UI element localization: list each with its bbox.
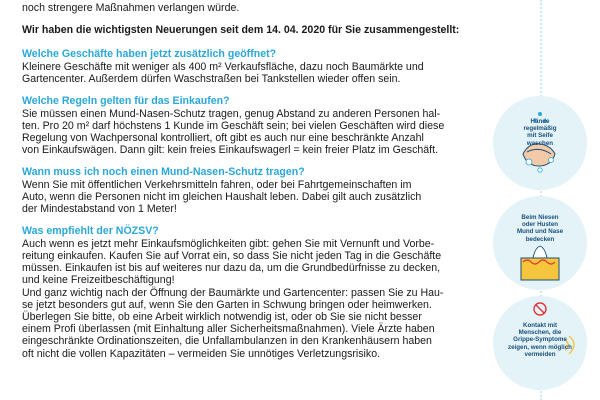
tip-label-line: oder Husten (521, 221, 559, 229)
tip-label (493, 118, 587, 147)
hygiene-tips-sidebar (480, 0, 600, 400)
tissue-box-icon (493, 196, 587, 290)
tip-label-line: Menschen, die (518, 329, 562, 337)
section-heading: Welche Geschäfte haben jetzt zusätzlich geöffnet? (22, 48, 277, 61)
tip-label (493, 214, 587, 243)
text-line: Auto, wenn die Personen nicht im gleichen Haushalt leben. Dabei gilt auch zusätzlich (22, 191, 422, 204)
text-line: Sie müssen einen Mund-Nasen-Schutz tragen, genug Abstand zu anderen Personen hal- (22, 107, 441, 120)
tip-label-line: regelmäßig (523, 125, 557, 133)
tip-avoid-contact (493, 296, 587, 390)
section-heading: Welche Regeln gelten für das Einkaufen? (22, 95, 230, 108)
text-line: Kleinere Geschäfte mit weniger als 400 m² Verkaufsfläche, dazu noch Baumärkte und (22, 60, 424, 73)
tip-cover-mouth (493, 196, 587, 290)
text-line: eingeschränkte Ordinationszeiten, die Unfallambulanzen in den Krankenhäusern haben (22, 335, 432, 348)
section-shopping-rules (22, 95, 466, 156)
text-line: reitung einkaufen. Kaufen Sie auf Vorrat ein, so dass Sie nicht jeden Tag in die Geschäfte (22, 250, 442, 263)
tip-label-line: zeigen, wenn möglich (508, 343, 572, 351)
lead-sentence: Wir haben die wichtigsten Neuerungen seit dem 14. 04. 2020 für Sie zusammengestellt: (22, 24, 460, 37)
text-line: Überlegen Sie bitte, ob eine Arbeit wirklich notwendig ist, oder ob Sie sie nicht besser (22, 311, 422, 324)
section-recommendation (22, 225, 466, 359)
article-text (22, 2, 466, 370)
text-line: Auch wenn es jetzt mehr Einkaufsmöglichkeiten gibt: gehen Sie mit Vernunft und Vorbe- (22, 237, 435, 250)
text-line: Regelung von Wachpersonal kontrolliert, oft gibt es auch nur eine beschränkte Anzahl (22, 132, 424, 145)
tip-label (493, 322, 587, 358)
text-line: der Mindestabstand von 1 Meter! (22, 203, 177, 216)
text-line: einem Profi überlassen (mit Einhaltung aller Sicherheitsmaßnahmen). Viele Ärzte haben (22, 323, 435, 336)
intro-paragraph (22, 2, 466, 14)
text-line: ten. Pro 20 m² darf höchstens 1 Kunde im Geschäft sein; bei vielen Geschäften wird diese (22, 119, 445, 132)
tip-label-line: mit Seife (527, 132, 553, 140)
text-line: von Einkaufswägen. Dann gilt: kein freies Einkaufswagerl = kein freier Platz im Geschäft. (22, 144, 439, 157)
section-heading: Wann muss ich noch einen Mund-Nasen-Schutz tragen? (22, 166, 305, 179)
tip-hand-washing (493, 96, 587, 190)
text-line: oft nicht die vollen Kapazitäten – vermeiden Sie unnötiges Verletzungsrisiko. (22, 347, 381, 360)
tip-label-line: waschen (526, 139, 554, 147)
text-line: Und ganz wichtig nach der Öffnung der Baumärkte und Gartencenter: passen Sie zu Hau- (22, 286, 444, 299)
text-line: und keine Freizeitbeschäftigung! (22, 274, 175, 287)
tip-label-line: Kontakt mit (522, 322, 558, 329)
text-line: Wenn Sie mit öffentlichen Verkehrsmitteln fahren, oder bei Fahrtgemeinschaften im (22, 178, 412, 191)
tip-label-line: bedecken (525, 235, 555, 243)
text-line: müssen. Einkaufen ist bis auf weiteres nur dazu da, um die Grundbedürfnisse zu decken, (22, 262, 441, 275)
tip-label-line: Hände (530, 118, 550, 125)
text-line: se jetzt besonders gut auf, wenn Sie den Garten in Schwung bringen oder heimwerken. (22, 298, 432, 311)
section-mask (22, 166, 466, 215)
tip-label-line: Grippe-Symptome (513, 336, 567, 344)
tip-label-line: vermeiden (524, 350, 556, 358)
text-line: Gartencenter. Außerdem dürfen Waschstraßen bei Tankstellen wieder offen sein. (22, 73, 401, 86)
tip-label-line: Beim Niesen (521, 214, 559, 221)
text-line: noch strengere Maßnahmen verlangen würde. (22, 2, 240, 14)
tip-label-line: Mund und Nase (516, 228, 564, 236)
section-shops (22, 48, 466, 85)
section-heading: Was empfiehlt der NÖZSV? (22, 225, 159, 238)
